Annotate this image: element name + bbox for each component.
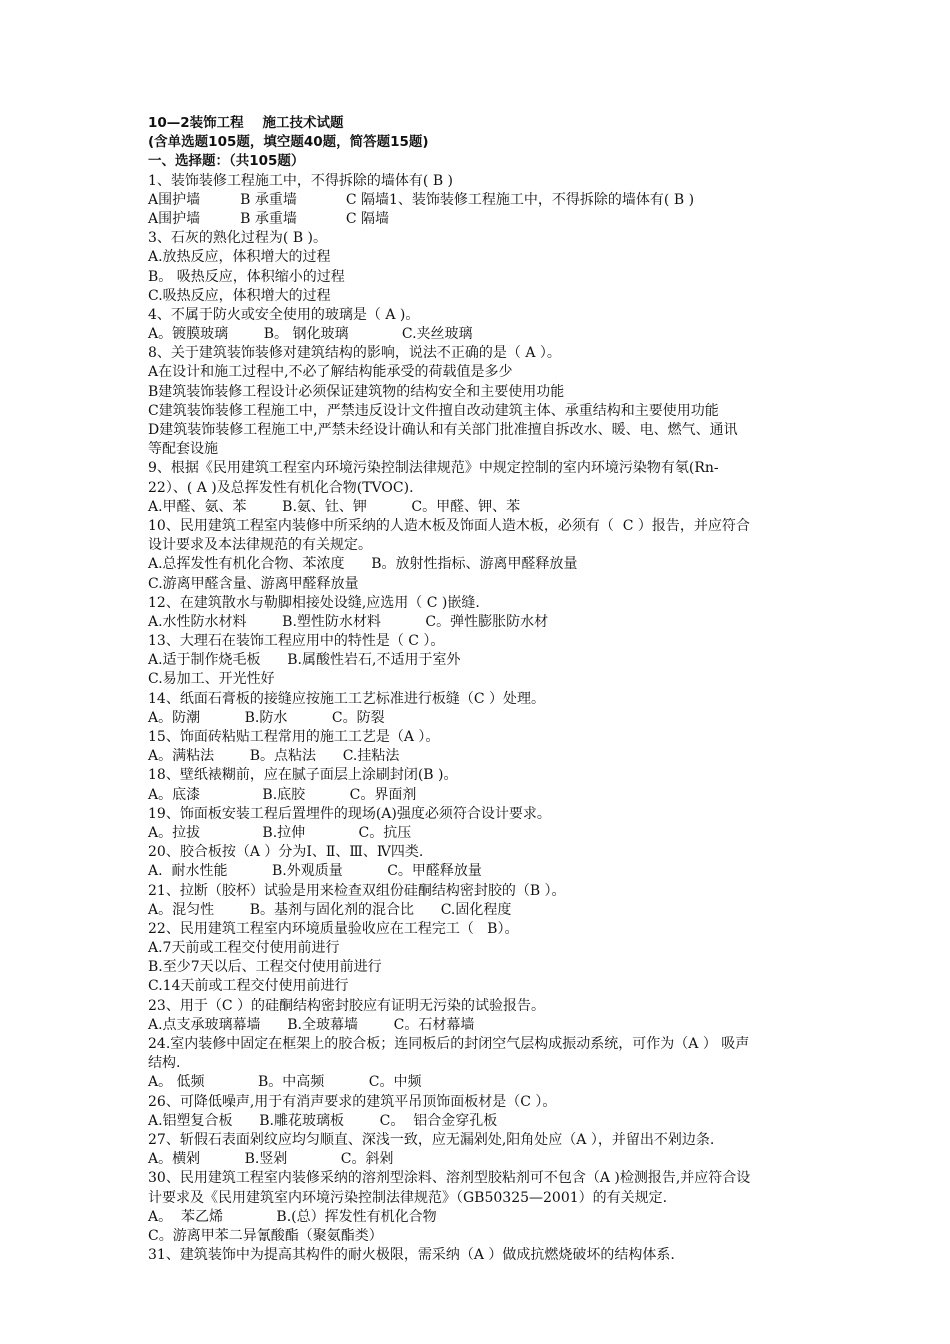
text-line: 3、石灰的熟化过程为( B )。 xyxy=(148,230,328,247)
text-line: 18、壁纸裱糊前，应在腻子面层上涂刷封闭(B )。 xyxy=(148,767,458,784)
text-line: 27、斩假石表面剁纹应均匀顺直、深浅一致，应无漏剁处,阳角处应（A ），并留出不剁边条. xyxy=(148,1131,715,1148)
text-line: 26、可降低噪声,用于有消声要求的建筑平吊顶饰面板材是（C ）。 xyxy=(148,1093,557,1110)
text-line: B建筑装饰装修工程设计必须保证建筑物的结构安全和主要使用功能 xyxy=(148,383,565,400)
text-line: D建筑装饰装修工程施工中,严禁未经设计确认和有关部门批准擅自拆改水、暖、电、燃气、通讯 xyxy=(148,422,738,438)
text-line: A。底漆 B.底胶 C。界面剂 xyxy=(148,786,417,803)
text-line: B。 吸热反应，体积缩小的过程 xyxy=(148,268,345,285)
text-line: 15、饰面砖粘贴工程常用的施工工艺是（A ）。 xyxy=(148,729,440,745)
text-line: C建筑装饰装修工程施工中，严禁违反设计文件擅自改动建筑主体、承重结构和主要使用功能 xyxy=(148,402,719,419)
text-line: 13、大理石在装饰工程应用中的特性是（ C ）。 xyxy=(148,633,445,650)
text-line: 12、在建筑散水与勒脚相接处设缝,应选用（ C )嵌缝. xyxy=(148,594,480,611)
document-title: 10—2装饰工程 施工技术试题 xyxy=(148,115,344,131)
text-line: 4、不属于防火或安全使用的玻璃是（ A )。 xyxy=(148,306,420,323)
text-line: 30、民用建筑工程室内装修采纳的溶剂型涂料、溶剂型胶粘剂可不包含（A )检测报告,并应符合设 xyxy=(148,1170,751,1187)
text-line: 21、拉断（胶杯）试验是用来检查双组份硅酮结构密封胶的（B ）。 xyxy=(148,882,566,899)
text-line: A.甲醛、氨、苯 B.氨、钍、钾 C。甲醛、钾、苯 xyxy=(148,498,521,515)
text-line: 等配套设施 xyxy=(148,441,218,458)
text-line: 10、民用建筑工程室内装修中所采纳的人造木板及饰面人造木板，必须有（ C ）报告，并应符合 xyxy=(148,517,750,534)
text-line: A围护墙 B 承重墙 C 隔墙 xyxy=(148,210,390,227)
text-line: 31、建筑装饰中为提高其构件的耐火极限，需采纳（A ）做成抗燃烧破坏的结构体系. xyxy=(148,1247,675,1264)
text-line: 22、民用建筑工程室内环境质量验收应在工程完工（ B）。 xyxy=(148,920,519,937)
text-line: A.水性防水材料 B.塑性防水材料 C。弹性膨胀防水材 xyxy=(148,613,549,630)
text-line: A.铝塑复合板 B.雕花玻璃板 C。 铝合金穿孔板 xyxy=(148,1112,498,1129)
text-line: A。满粘法 B。点粘法 C.挂粘法 xyxy=(148,748,400,765)
text-line: 19、饰面板安装工程后置埋件的现场(A)强度必须符合设计要求。 xyxy=(148,805,551,822)
text-line: 设计要求及本法律规范的有关规定。 xyxy=(148,537,372,554)
text-line: A。混匀性 B。基剂与固化剂的混合比 C.固化程度 xyxy=(148,901,512,918)
text-line: A.总挥发性有机化合物、苯浓度 B。放射性指标、游离甲醛释放量 xyxy=(148,556,578,573)
text-line: A。横剁 B.竖剁 C。斜剁 xyxy=(148,1151,394,1168)
text-line: C.14天前或工程交付使用前进行 xyxy=(148,978,349,995)
text-line: 22）、( A )及总挥发性有机化合物(TVOC). xyxy=(148,479,414,496)
text-line: A。拉拔 B.拉伸 C。抗压 xyxy=(148,824,412,841)
text-line: A。防潮 B.防水 C。防裂 xyxy=(148,709,385,726)
text-line: 计要求及《民用建筑室内环境污染控制法律规范》（GB50325—2001）的有关规定. xyxy=(148,1189,668,1206)
text-line: B.至少7天以后、工程交付使用前进行 xyxy=(148,959,382,976)
text-line: C.吸热反应，体积增大的过程 xyxy=(148,287,331,304)
text-line: A。镀膜玻璃 B。 钢化玻璃 C.夹丝玻璃 xyxy=(148,326,473,343)
text-line: 24.室内装修中固定在框架上的胶合板；连同板后的封闭空气层构成振动系统，可作为（A ） 吸声 xyxy=(148,1036,750,1052)
text-line: 9、根据《民用建筑工程室内环境污染控制法律规范》中规定控制的室内环境污染物有氡(Rn- xyxy=(148,460,719,477)
question-list xyxy=(148,172,874,1266)
text-line: 14、纸面石膏板的接缝应按施工工艺标准进行板缝（C ）处理。 xyxy=(148,690,545,707)
text-line: A.点支承玻璃幕墙 B.全玻幕墙 C。石材幕墙 xyxy=(148,1016,475,1033)
text-line: C。游离甲苯二异氰酸酯（聚氨酯类） xyxy=(148,1227,383,1244)
document-subtitle: (含单选题105题，填空题40题，简答题15题) xyxy=(148,134,429,151)
text-line: A。 苯乙烯 B.(总）挥发性有机化合物 xyxy=(148,1208,437,1225)
section-heading: 一、选择题：（共105题） xyxy=(148,153,305,170)
text-line: 20、胶合板按（A ）分为Ⅰ、Ⅱ、Ⅲ、Ⅳ四类. xyxy=(148,844,424,861)
text-line: 8、关于建筑装饰装修对建筑结构的影响，说法不正确的是（ A ）。 xyxy=(148,345,561,362)
text-line: 1、装饰装修工程施工中，不得拆除的墙体有( B ) xyxy=(148,172,454,189)
text-line: A.适于制作烧毛板 B.属酸性岩石,不适用于室外 xyxy=(148,652,461,669)
text-line: A在设计和施工过程中,不必了解结构能承受的荷载值是多少 xyxy=(148,364,513,381)
text-line: A.放热反应，体积增大的过程 xyxy=(148,249,331,266)
text-line: A围护墙 B 承重墙 C 隔墙1、装饰装修工程施工中，不得拆除的墙体有( B ) xyxy=(148,191,695,208)
document-page xyxy=(148,114,874,1265)
text-line: 结构. xyxy=(148,1055,181,1072)
text-line: 23、用于（C ）的硅酮结构密封胶应有证明无污染的试验报告。 xyxy=(148,997,545,1014)
text-line: A.7天前或工程交付使用前进行 xyxy=(148,940,340,957)
text-line: A. 耐水性能 B.外观质量 C。甲醛释放量 xyxy=(148,863,482,880)
text-line: C.易加工、开光性好 xyxy=(148,671,275,688)
text-line: A。 低频 B。中高频 C。中频 xyxy=(148,1074,422,1091)
text-line: C.游离甲醛含量、游离甲醛释放量 xyxy=(148,575,359,592)
